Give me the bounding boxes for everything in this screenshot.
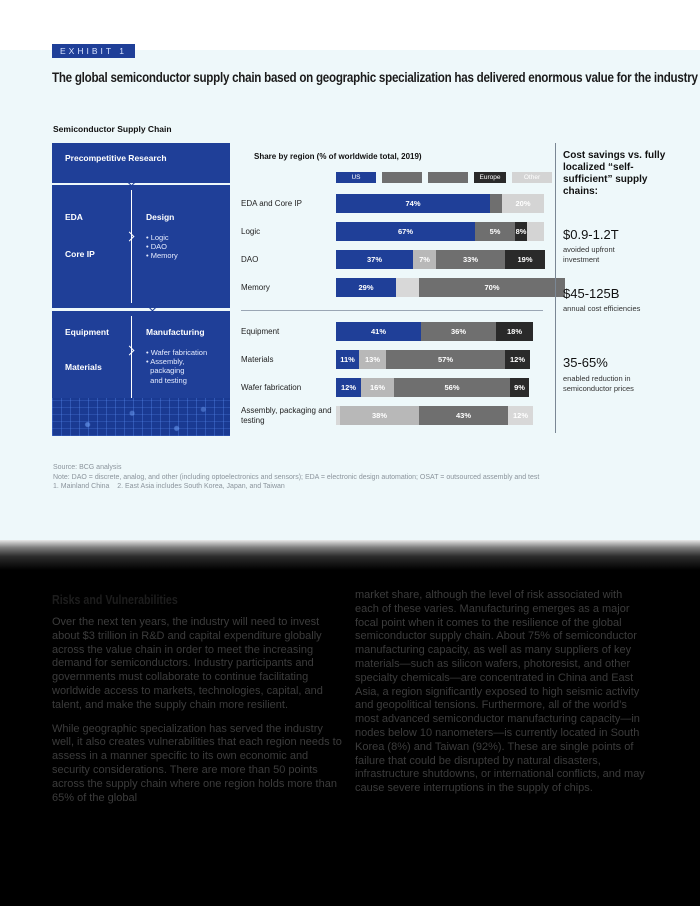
bar-segment: 7%: [413, 250, 436, 269]
bar-segment: 56%: [394, 378, 510, 397]
legend-item: Europe: [474, 172, 506, 183]
bar-segment: 67%: [336, 222, 475, 241]
side-rule: [555, 143, 556, 433]
design-item-memory: • Memory: [146, 251, 178, 260]
article-paragraph: Over the next ten years, the industry will need to invest about $3 trillion in R&D and capital expenditure globally across the value chain in order to meet the increasing demand for semiconductors. Industry participants and governments must collaborate to continue facilitating worldwide access to markets, technologies, capital, and talent, and make the supply chain more resilient.: [52, 616, 323, 711]
savings-desc-3: enabled reduction in semiconductor prices: [563, 374, 634, 393]
bar-segment: 43%: [419, 406, 508, 425]
design-divider: [131, 190, 132, 303]
article-column-right: [355, 589, 648, 806]
bar-segment: 74%: [336, 194, 490, 213]
article-column-left: [52, 616, 345, 815]
mfg-item-wafer: • Wafer fabrication: [146, 348, 208, 357]
row-label: Assembly, packaging and testing: [241, 406, 332, 425]
savings-desc-2: annual cost efficiencies: [563, 304, 641, 313]
bar-segment: 9%: [510, 378, 529, 397]
bar-segment: 12%: [508, 406, 533, 425]
eda-label: EDA: [65, 212, 83, 222]
bar-segment: 41%: [336, 322, 421, 341]
savings-value-1: $0.9-1.2T: [563, 227, 619, 242]
legend-item: US: [336, 172, 376, 183]
bar-segment: 38%: [340, 406, 419, 425]
source-note: Source: BCG analysis: [53, 464, 122, 471]
bar-segment: [490, 194, 502, 213]
bar-segment: [396, 278, 419, 297]
legend-item: [382, 172, 422, 183]
exhibit-tag: EXHIBIT 1: [52, 44, 135, 58]
manufacturing-divider: [131, 316, 132, 398]
bar-segment: 8%: [515, 222, 527, 241]
legend-item: Other: [512, 172, 552, 183]
bar-segment: 5%: [475, 222, 515, 241]
bar-segment: 70%: [419, 278, 565, 297]
bar-segment: 36%: [421, 322, 496, 341]
bar-segment: 57%: [386, 350, 505, 369]
mfg-item-packaging: packaging: [146, 366, 185, 375]
gradient-band: [0, 540, 700, 570]
mfg-item-assembly: • Assembly,: [146, 357, 185, 366]
bar-segment: 37%: [336, 250, 413, 269]
row-label: EDA and Core IP: [241, 199, 302, 208]
footnotes: 1. Mainland China 2. East Asia includes South Korea, Japan, and Taiwan: [53, 483, 285, 490]
bar-segment: 12%: [336, 378, 361, 397]
manufacturing-block: [52, 311, 230, 398]
bar-segment: 20%: [502, 194, 544, 213]
legend-item: [428, 172, 468, 183]
article-paragraph: market share, although the level of risk associated with each of these varies. Manufacturing emerges as a major focal point when it comes to the resilience of the global semiconductor supply chain. About 75% of semiconductor manufacturing capacity, as well as many suppliers of key materials—such as silicon wafers, photoresist, and other specialty chemicals—are concentrated in China and East Asia, a region significantly exposed to high seismic activity and geopolitical tensions. Furthermore, all of the world’s most advanced semiconductor manufacturing capacity—in nodes below 10 nanometers—is currently located in South Korea (8%) and Taiwan (92%). These are single points of failure that could be disrupted by natural disasters, infrastructure shutdowns, or international conflicts, and may cause severe interruptions in the supply of chips.: [355, 589, 645, 795]
savings-value-3: 35-65%: [563, 355, 608, 370]
bar-segment: 16%: [361, 378, 394, 397]
row-label: Memory: [241, 283, 270, 292]
bar-segment: 29%: [336, 278, 396, 297]
row-label: DAO: [241, 255, 259, 264]
bar-segment: 13%: [359, 350, 386, 369]
row-label: Logic: [241, 227, 261, 236]
supply-chain-title: Semiconductor Supply Chain: [53, 124, 172, 134]
chart-title: Share by region (% of worldwide total, 2019): [254, 152, 422, 161]
row-label: Materials: [241, 355, 274, 364]
savings-title: Cost savings vs. fully localized “self-sufficient” supply chains:: [563, 150, 666, 197]
design-item-dao: • DAO: [146, 242, 167, 251]
row-label: Equipment: [241, 327, 280, 336]
equipment-label: Equipment: [65, 327, 109, 337]
core-ip-label: Core IP: [65, 249, 95, 259]
article-heading: Risks and Vulnerabilities: [52, 592, 178, 607]
savings-desc-1: avoided upfront investment: [563, 245, 615, 264]
row-label: Wafer fabrication: [241, 383, 302, 392]
exhibit-headline: The global semiconductor supply chain based on geographic specialization has delivered enormous value for the industry: [52, 70, 698, 85]
exhibit-notes: [53, 463, 613, 492]
materials-label: Materials: [65, 362, 102, 372]
design-item-logic: • Logic: [146, 233, 169, 242]
bar-segment: 18%: [496, 322, 533, 341]
bar-segment: 12%: [505, 350, 530, 369]
bar-segment: 33%: [436, 250, 505, 269]
savings-value-2: $45-125B: [563, 286, 620, 301]
bar-segment: [527, 222, 544, 241]
design-block: [52, 185, 230, 308]
precompetitive-block: [52, 143, 230, 183]
chart-divider: [241, 310, 543, 311]
article-paragraph: While geographic specialization has served the industry well, it also creates vulnerabilities that each region needs to assess in a manner specific to its own economic and security considerations. There are more than 50 points across the supply chain where one region holds more than 65% of the global: [52, 722, 342, 804]
precompetitive-label: Precompetitive Research: [65, 153, 167, 163]
manufacturing-label: Manufacturing: [146, 327, 205, 337]
design-label: Design: [146, 212, 175, 222]
bar-segment: 19%: [505, 250, 545, 269]
mfg-item-testing: and testing: [146, 376, 187, 385]
bar-segment: 11%: [336, 350, 359, 369]
circuit-board-image: [52, 398, 230, 436]
abbreviation-note: Note: DAO = discrete, analog, and other (including optoelectronics and sensors); EDA = electronic design automation; OSAT = outsourced assembly and test: [53, 473, 540, 481]
